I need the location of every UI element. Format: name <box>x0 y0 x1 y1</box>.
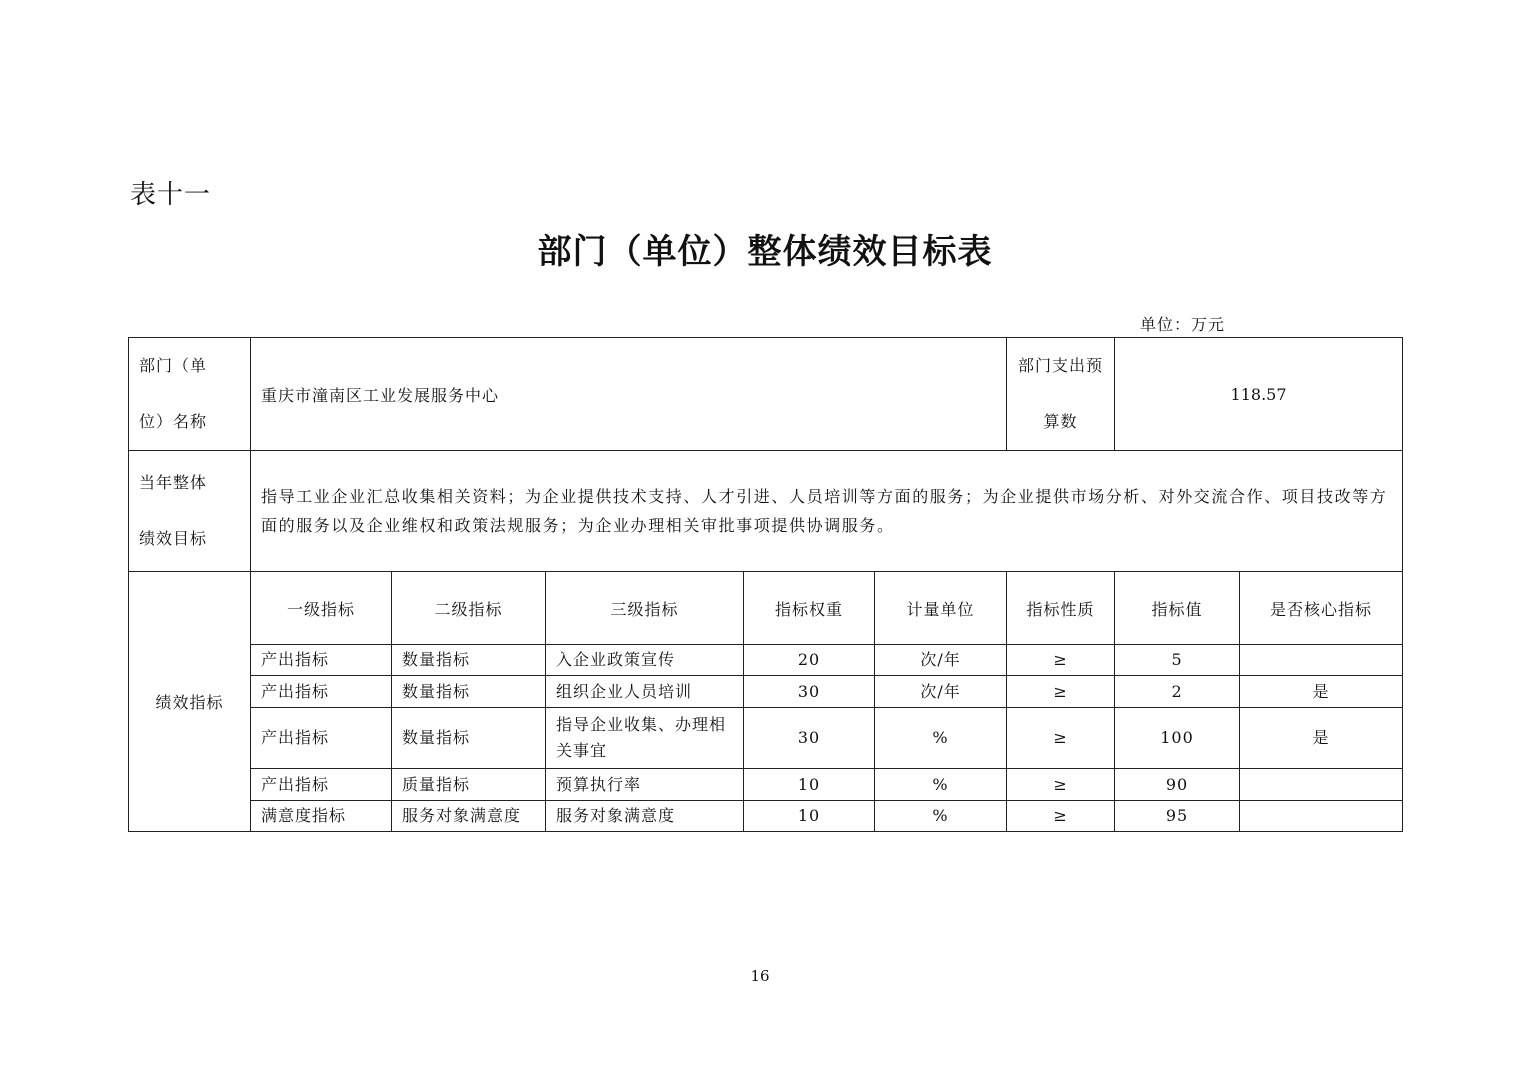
level1-cell: 产出指标 <box>251 708 392 769</box>
col-header: 指标性质 <box>1007 572 1115 645</box>
col-header: 指标权重 <box>744 572 875 645</box>
goal-row <box>129 451 1403 572</box>
core-cell: 是 <box>1240 676 1403 708</box>
unit-cell: % <box>875 801 1007 832</box>
table-row <box>129 801 1403 832</box>
goal-text: 指导工业企业汇总收集相关资料；为企业提供技术支持、人才引进、人员培训等方面的服务；为企业提供市场分析、对外交流合作、项目技改等方面的服务以及企业维权和政策法规服务；为企业办理相关审批事项提供协调服务。 <box>251 451 1403 572</box>
value-cell: 2 <box>1115 676 1240 708</box>
nature-cell: ≥ <box>1007 645 1115 676</box>
table-row <box>129 708 1403 769</box>
unit-cell: % <box>875 769 1007 801</box>
page-number: 16 <box>750 967 770 985</box>
indicator-header-row <box>129 572 1403 645</box>
level2-cell: 质量指标 <box>392 769 546 801</box>
level1-cell: 产出指标 <box>251 769 392 801</box>
dept-name-label: 部门（单 位）名称 <box>129 338 251 451</box>
col-header: 是否核心指标 <box>1240 572 1403 645</box>
level2-cell: 数量指标 <box>392 676 546 708</box>
table-number-label: 表十一 <box>130 180 212 210</box>
weight-cell: 10 <box>744 801 875 832</box>
level3-cell: 服务对象满意度 <box>546 801 744 832</box>
level3-cell: 指导企业收集、办理相关事宜 <box>546 708 744 769</box>
weight-cell: 20 <box>744 645 875 676</box>
col-header: 指标值 <box>1115 572 1240 645</box>
core-cell: 是 <box>1240 708 1403 769</box>
unit-cell: 次/年 <box>875 676 1007 708</box>
value-cell: 90 <box>1115 769 1240 801</box>
goal-label: 当年整体 绩效目标 <box>129 451 251 572</box>
nature-cell: ≥ <box>1007 801 1115 832</box>
unit-cell: 次/年 <box>875 645 1007 676</box>
nature-cell: ≥ <box>1007 708 1115 769</box>
table-row <box>129 676 1403 708</box>
budget-value: 118.57 <box>1115 338 1403 451</box>
core-cell <box>1240 769 1403 801</box>
level2-cell: 数量指标 <box>392 708 546 769</box>
col-header: 计量单位 <box>875 572 1007 645</box>
weight-cell: 10 <box>744 769 875 801</box>
level2-cell: 数量指标 <box>392 645 546 676</box>
level3-cell: 预算执行率 <box>546 769 744 801</box>
unit-note: 单位：万元 <box>1140 315 1226 334</box>
core-cell <box>1240 801 1403 832</box>
level1-cell: 产出指标 <box>251 676 392 708</box>
value-cell: 5 <box>1115 645 1240 676</box>
value-cell: 100 <box>1115 708 1240 769</box>
weight-cell: 30 <box>744 676 875 708</box>
table-row <box>129 769 1403 801</box>
level1-cell: 产出指标 <box>251 645 392 676</box>
level3-cell: 入企业政策宣传 <box>546 645 744 676</box>
budget-label: 部门支出预 算数 <box>1007 338 1115 451</box>
table-row <box>129 645 1403 676</box>
value-cell: 95 <box>1115 801 1240 832</box>
col-header: 二级指标 <box>392 572 546 645</box>
level1-cell: 满意度指标 <box>251 801 392 832</box>
dept-name-value: 重庆市潼南区工业发展服务中心 <box>251 338 1007 451</box>
unit-cell: % <box>875 708 1007 769</box>
level2-cell: 服务对象满意度 <box>392 801 546 832</box>
performance-target-table <box>128 337 1403 832</box>
nature-cell: ≥ <box>1007 676 1115 708</box>
weight-cell: 30 <box>744 708 875 769</box>
document-title: 部门（单位）整体绩效目标表 <box>537 232 993 272</box>
col-header: 三级指标 <box>546 572 744 645</box>
indicators-section-label: 绩效指标 <box>129 572 251 832</box>
department-row <box>129 338 1403 451</box>
col-header: 一级指标 <box>251 572 392 645</box>
level3-cell: 组织企业人员培训 <box>546 676 744 708</box>
nature-cell: ≥ <box>1007 769 1115 801</box>
core-cell <box>1240 645 1403 676</box>
